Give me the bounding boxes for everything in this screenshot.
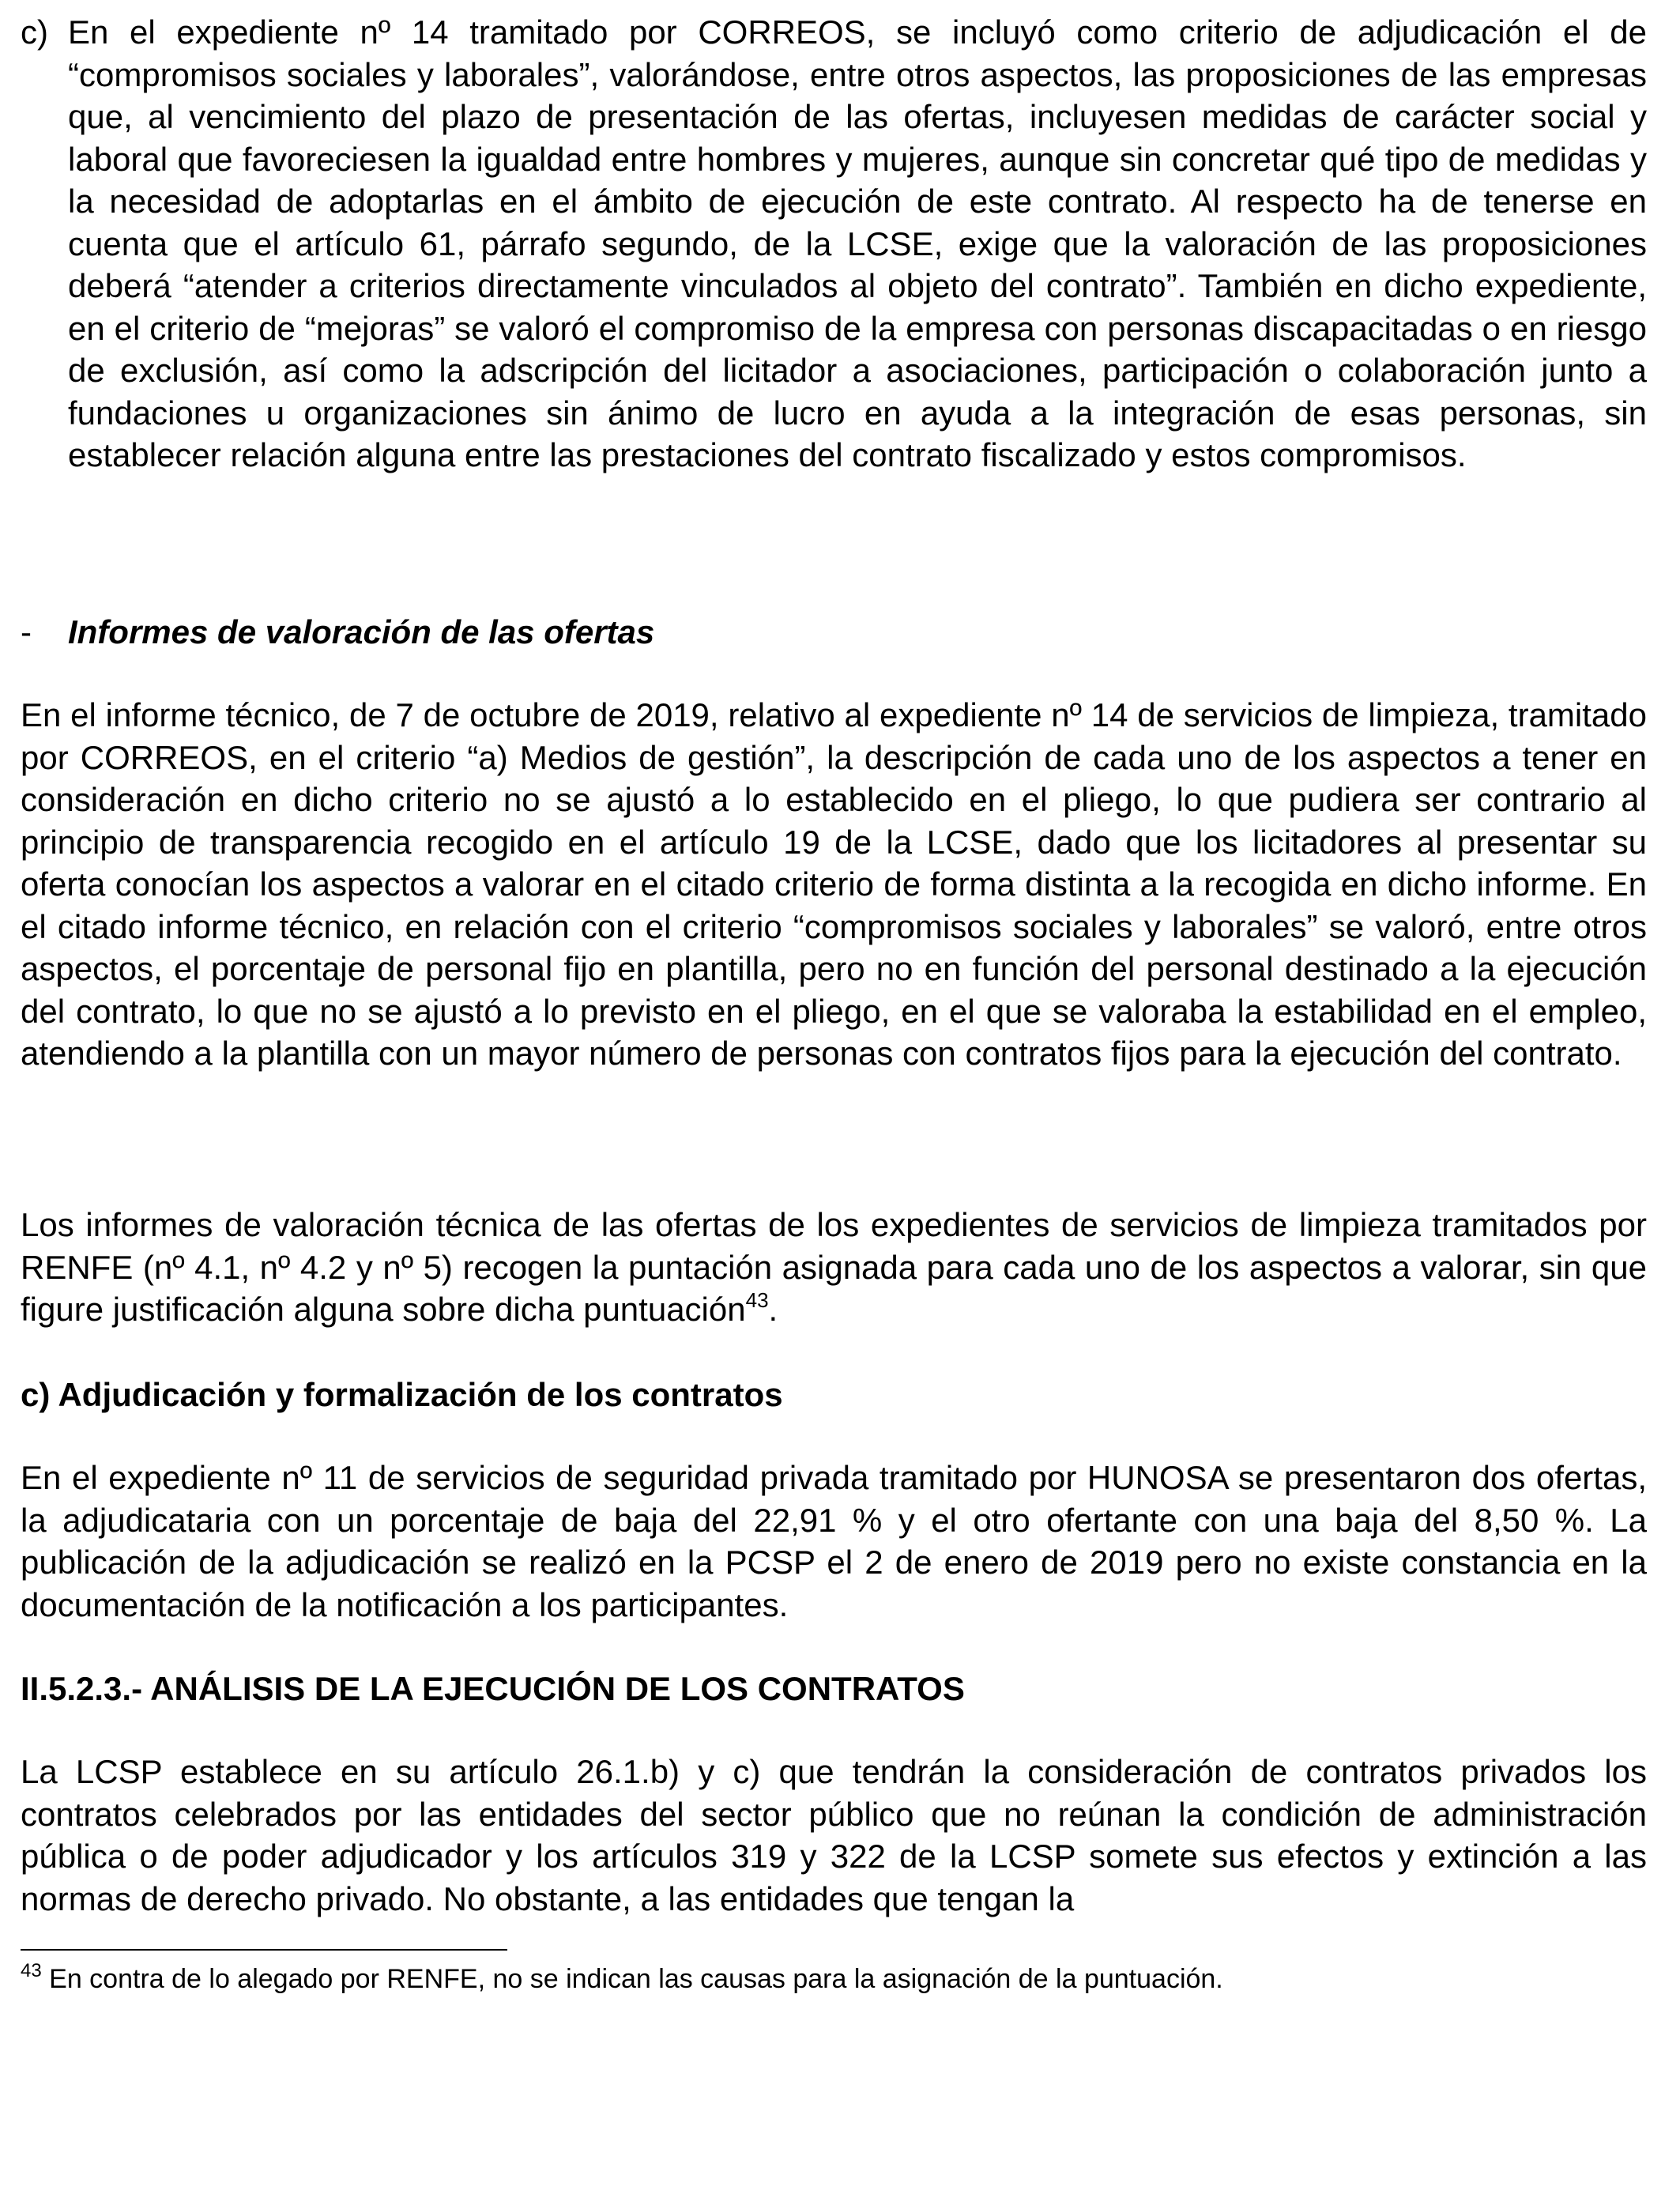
- paragraph-renfe-text: Los informes de valoración técnica de las ofertas de los expedientes de servicios de limpieza tramitados por RENFE (nº 4.1, nº 4.2 y nº 5) recogen la puntación asignada para cada uno de los aspectos a valorar, sin que figure justificación alguna sobre dicha puntuación: [21, 1206, 1647, 1328]
- paragraph-renfe: [21, 1204, 1647, 1331]
- footnote-separator: [21, 1949, 507, 1951]
- footnote: [21, 1959, 1647, 1996]
- subheading-text: Informes de valoración de las ofertas: [68, 613, 655, 650]
- footnote-reference[interactable]: 43: [745, 1288, 769, 1312]
- footnote-number: 43: [21, 1959, 42, 1981]
- list-item-c: [21, 11, 1647, 477]
- subheading-informes: [21, 611, 1647, 654]
- paragraph-hunosa: En el expediente nº 11 de servicios de seguridad privada tramitado por HUNOSA se presentaron dos ofertas, la adjudicataria con un porcentaje de baja del 22,91 % y el otro ofertante con una baja del 8,50 %. La publicación de la adjudicación se realizó en la PCSP el 2 de enero de 2019 pero no existe constancia en la documentación de la notificación a los participantes.: [21, 1459, 1647, 1623]
- paragraph-renfe-end: .: [768, 1291, 778, 1328]
- paragraph-lcsp: La LCSP establece en su artículo 26.1.b) y c) que tendrán la consideración de contratos privados los contratos celebrados por las entidades del sector público que no reúnan la condición de administración pública o de poder adjudicador y los artículos 319 y 322 de la LCSP somete sus efectos y extinción a las normas de derecho privado. No obstante, a las entidades que tengan la: [21, 1753, 1647, 1917]
- section-heading: II.5.2.3.- ANÁLISIS DE LA EJECUCIÓN DE LOS CONTRATOS: [21, 1670, 965, 1707]
- dash-marker: -: [21, 613, 32, 650]
- list-item-text: En el expediente nº 14 tramitado por CORREOS, se incluyó como criterio de adjudicación el de “compromisos sociales y laborales”, valorándose, entre otros aspectos, las proposiciones de las empresas que, al vencimiento del plazo de presentación de las ofertas, incluyesen medidas de carácter social y laboral que favoreciesen la igualdad entre hombres y mujeres, aunque sin concretar qué tipo de medidas y la necesidad de adoptarlas en el ámbito de ejecución de este contrato. Al respecto ha de tenerse en cuenta que el artículo 61, párrafo segundo, de la LCSE, exige que la valoración de las proposiciones deberá “atender a criterios directamente vinculados al objeto del contrato”. También en dicho expediente, en el criterio de “mejoras” se valoró el compromiso de la empresa con personas discapacitadas o en riesgo de exclusión, así como la adscripción del licitador a asociaciones, participación o colaboración junto a fundaciones u organizaciones sin ánimo de lucro en ayuda a la integración de esas personas, sin establecer relación alguna entre las prestaciones del contrato fiscalizado y estos compromisos.: [68, 13, 1647, 473]
- footnote-text: En contra de lo alegado por RENFE, no se indican las causas para la asignación de la puntuación.: [41, 1964, 1223, 1994]
- list-marker: c): [21, 13, 48, 51]
- heading-adjudicacion: c) Adjudicación y formalización de los contratos: [21, 1376, 783, 1413]
- paragraph-informe-tecnico: En el informe técnico, de 7 de octubre de 2019, relativo al expediente nº 14 de servicios de limpieza, tramitado por CORREOS, en el criterio “a) Medios de gestión”, la descripción de cada uno de los aspectos a tener en consideración en dicho criterio no se ajustó a lo establecido en el pliego, lo que pudiera ser contrario al principio de transparencia recogido en el artículo 19 de la LCSE, dado que los licitadores al presentar su oferta conocían los aspectos a valorar en el citado criterio de forma distinta a la recogida en dicho informe. En el citado informe técnico, en relación con el criterio “compromisos sociales y laborales” se valoró, entre otros aspectos, el porcentaje de personal fijo en plantilla, pero no en función del personal destinado a la ejecución del contrato, lo que no se ajustó a lo previsto en el pliego, en el que se valoraba la estabilidad en el empleo, atendiendo a la plantilla con un mayor número de personas con contratos fijos para la ejecución del contrato.: [21, 696, 1647, 1072]
